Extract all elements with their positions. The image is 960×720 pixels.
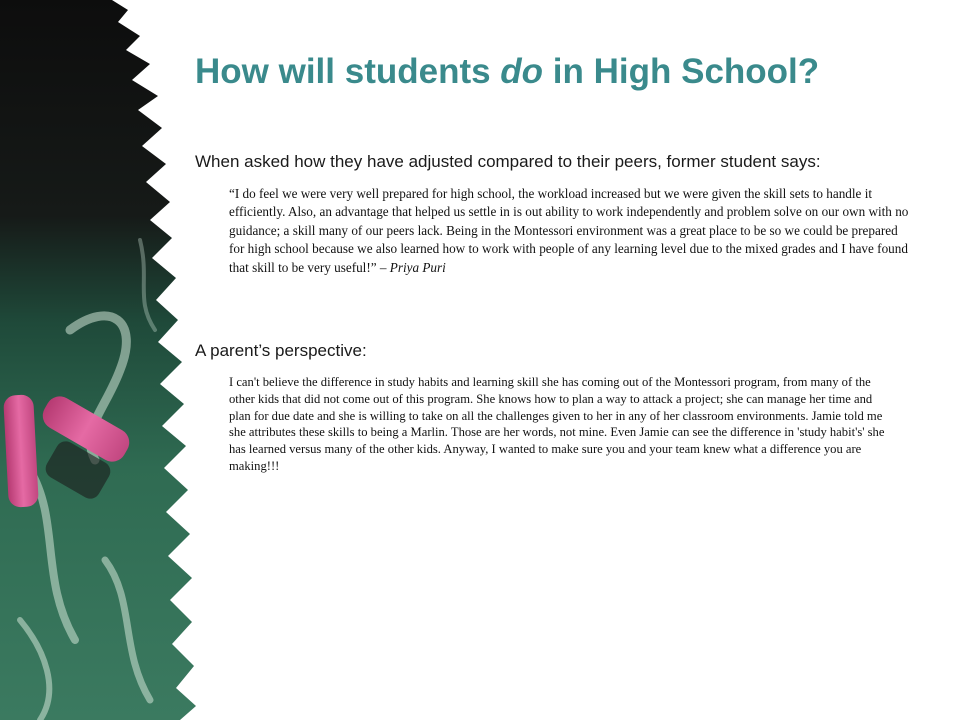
slide-title: How will students do in High School? — [195, 52, 820, 91]
student-quote-text: “I do feel we were very well prepared for high school, the workload increased but we were given the skill sets to handle it efficiently. Also, an advantage that helped us settle in is out ability to work independently and problem solve on our own with no guidance; a skill many of our peers lack. Being in the Montessori environment was a great place to be so we could be prepared for high school because we also learned how to work with people of any learning level due to the mixed grades and I have found that skill to be very useful!” – — [229, 186, 909, 275]
student-section-heading: When asked how they have adjusted compared to their peers, former student says: — [195, 152, 821, 171]
title-emphasis: do — [500, 52, 544, 91]
student-quote — [229, 185, 909, 277]
parent-quote: I can't believe the difference in study habits and learning skill she has coming out of the Montessori program, from many of the other kids that did not come out of this program. She knows how to plan a way to attack a project; she can manage her time and plan for due date and she is willing to take on all the challenges given to her in any of her classroom environments. Jamie told me she attributes these skills to being a Marlin. Those are her words, not mine. Even Jamie can see the difference in 'study habit's' she has learned versus many of the other kids. Anyway, I wanted to make sure you and your team knew what a difference you are making!!! — [229, 375, 885, 473]
parent-section-heading: A parent’s perspective: — [195, 341, 367, 360]
student-quote-author: Priya Puri — [389, 259, 446, 275]
